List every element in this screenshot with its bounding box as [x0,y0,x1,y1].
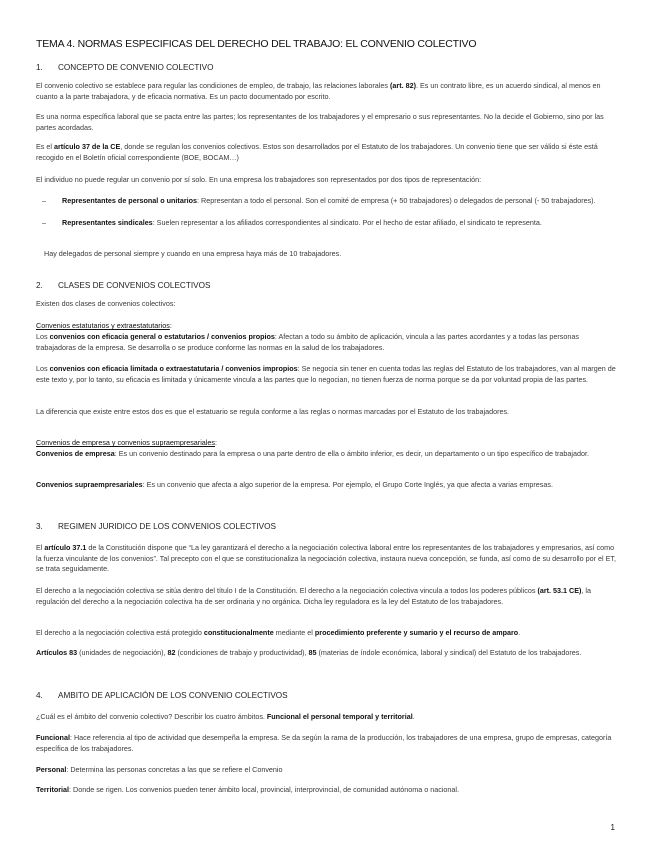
document-title: TEMA 4. NORMAS ESPECIFICAS DEL DERECHO DEL TRABAJO: EL CONVENIO COLECTIVO [36,38,477,50]
text-run: El convenio colectivo se establece para regular las condiciones de empleo, de trabajo, las relaciones laborales [36,81,390,90]
text-run: (unidades de negociación), [77,648,168,657]
page-number: 1 [610,823,615,832]
paragraph [36,765,620,776]
text-run: (materias de índole económica, laboral y sindical) del Estatuto de los trabajadores. [316,648,582,657]
text-run: El derecho a la negociación colectiva se sitúa dentro del título I de la Constitución. El derecho a la negociación colectiva vincula a todos los poderes públicos [36,586,538,595]
text-run: : Suelen representar a los afiliados correspondientes al sindicato. Por el hecho de estar afiliado, el sindicato te representa. [152,218,542,227]
text-run: ¿Cuál es el ámbito del convenio colectivo? Describir los cuatro ámbitos. [36,712,267,721]
text-run: El derecho a la negociación colectiva está protegido [36,628,204,637]
bold-run: Artículos 83 [36,648,78,657]
text-run: Los [36,364,50,373]
section-4-heading [36,691,288,700]
paragraph: Hay delegados de personal siempre y cuando en una empresa haya más de 10 trabajadores. [44,249,342,258]
section-3-heading [36,522,276,531]
subheading [36,321,620,332]
paragraph: Existen dos clases de convenios colectivos: [36,299,176,308]
bold-run: (art. 53.1 CE) [537,586,582,595]
bold-run: 82 [167,648,176,657]
bold-run: Funcional [36,733,70,742]
section-title: AMBITO DE APLICACIÓN DE LOS CONVENIO COLECTIVOS [58,691,288,700]
text-run: : Representan a todo el personal. Son el comité de empresa (+ 50 trabajadores) o delegados de personal (- 50 trabajadores). [197,196,596,205]
paragraph: El individuo no puede regular un convenio por sí solo. En una empresa los trabajadores son representados por dos tipos de representación: [36,175,482,184]
section-number: 2. [36,281,43,290]
bold-run: Convenios de empresa [36,449,115,458]
text-run: : Determina las personas concretas a las que se refiere el Convenio [66,765,283,774]
paragraph [36,628,620,639]
section-1-heading [36,63,213,72]
paragraph [36,81,620,102]
text-run: Es el [36,142,54,151]
text-run: , donde se regulan los convenios colectivos. Estos son desarrollados por el Estatuto de los trabajadores. Un convenio tiene que ser válido si éste está recogido en el Boletín oficial correspondiente (BOE, BOCAM…) [36,142,598,162]
text-run: (condiciones de trabajo y productividad), [175,648,309,657]
text-run: , la regulación del derecho a la negociación colectiva ha de ser ordinaria y no orgánica. Dicha ley reguladora es la ley del Estatuto de los trabajadores. [36,586,591,606]
bold-run: Personal [36,765,67,774]
paragraph [36,785,620,796]
paragraph [36,648,620,659]
section-title: CLASES DE CONVENIOS COLECTIVOS [58,281,211,290]
bold-run: Convenios supraempresariales [36,480,143,489]
section-title: CONCEPTO DE CONVENIO COLECTIVO [58,63,214,72]
text-run: : Es un convenio que afecta a algo superior de la empresa. Por ejemplo, el Grupo Corte Inglés, ya que afecta a varias empresas. [142,480,553,489]
bold-run: artículo 37.1 [44,543,87,552]
bold-run: artículo 37 de la CE [53,142,121,151]
bold-run: Representantes de personal o unitarios [62,196,198,205]
text-run: : [214,438,217,447]
text-run: : Donde se rigen. Los convenios pueden tener ámbito local, provincial, interprovincial, de comunidad autónoma o nacional. [69,785,459,794]
list-item [62,196,618,207]
bold-run: Representantes sindicales [62,218,153,227]
bold-run: Territorial [36,785,70,794]
paragraph [36,364,620,385]
text-run: : Es un convenio destinado para la empresa o una parte dentro de ella o ámbito inferior, es decir, un departamento o un tipo específico de trabajador. [114,449,589,458]
bold-run: constitucionalmente [203,628,274,637]
text-run: : Afectan a todo su ámbito de aplicación, vincula a las partes acordantes y a todas las personas trabajadoras de la empresa. Se desarrolla o se produce conforme las normas en la salud de los trabajadores. [36,332,579,352]
bold-run: (art. 82) [390,81,416,90]
text-run: mediante el [273,628,315,637]
paragraph [36,712,620,723]
paragraph: La diferencia que existe entre estos dos es que el estatuario se regula conforme a las reglas o normas marcadas por el Estatuto de los trabajadores. [36,407,510,416]
paragraph [36,142,620,163]
paragraph [36,449,620,460]
subheading [36,438,620,449]
text-run: . [412,712,415,721]
list-item [62,218,618,229]
text-run: : Hace referencia al tipo de actividad que desempeña la empresa. Se da según la rama de la producción, los trabajadores de una empresa, grupo de empresas, categoría específica de los trabajadores. [36,733,612,753]
underlined-subheading: Convenios estatutarios y extraestatutarios [36,321,170,330]
paragraph [36,332,620,353]
section-title: REGIMEN JURIDICO DE LOS CONVENIOS COLECTIVOS [58,522,276,531]
bullet-dash: – [42,196,46,205]
section-2-heading [36,281,210,290]
text-run: : [169,321,172,330]
bold-run: Funcional el personal temporal y territorial [266,712,413,721]
paragraph: Es una norma específica laboral que se pacta entre las partes; los representantes de los trabajadores y el empresario o sus representantes. No la decide el Gobierno, sino por las partes acordadas. [36,112,604,132]
underlined-subheading: Convenios de empresa y convenios supraempresariales [36,438,215,447]
bold-run: convenios con eficacia general o estatutarios / convenios propios [49,332,275,341]
paragraph [36,586,620,607]
bullet-dash: – [42,218,46,227]
text-run: . Es un contrato libre, es un acuerdo sindical, al menos en cuanto a la parte trabajadora, y de eficacia normativa. Es un pacto documentado por escrito. [36,81,601,101]
bold-run: 85 [308,648,317,657]
section-number: 3. [36,522,43,531]
bold-run: convenios con eficacia limitada o extraestatutaria / convenios impropios [49,364,298,373]
bold-run: procedimiento preferente y sumario y el recurso de amparo [314,628,519,637]
text-run: de la Constitución dispone que “La ley garantizará el derecho a la negociación colectiva laboral entre los representantes de los trabajadores y empresarios, así como la fuerza vinculante de los convenios”. Tal precepto con el que se constitucionaliza la negociación colectiva, instaura nueva concepción, se funda, así como de su desarrollo por el ET, se trata seguidamente. [36,543,616,574]
paragraph [36,733,620,754]
text-run: : Se negocia sin tener en cuenta todas las reglas del Estatuto de los trabajadores, van al margen de este texto y, por lo tanto, su eficacia es limitada y únicamente vincula a las partes que lo negocian, no tienen fuerza de norma porque se da por voluntad propia de las partes. [36,364,616,384]
paragraph [36,543,620,575]
section-number: 1. [36,63,43,72]
section-number: 4. [36,691,43,700]
text-run: El [36,543,45,552]
text-run: Los [36,332,50,341]
paragraph [36,480,620,491]
text-run: . [518,628,521,637]
